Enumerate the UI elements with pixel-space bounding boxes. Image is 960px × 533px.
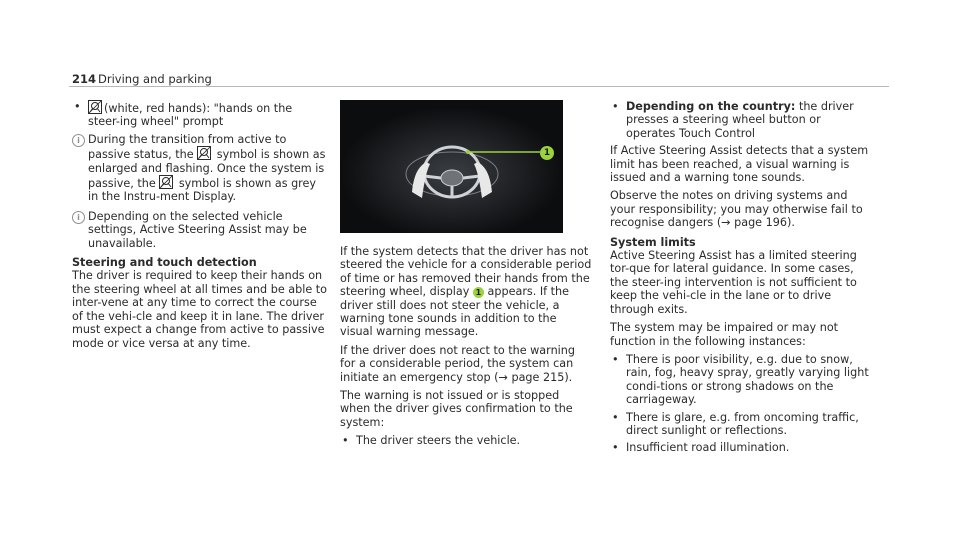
bullet-dot: • <box>74 100 81 113</box>
note-text: Depending on the selected vehicle settings, Active Steering Assist may be unavailable. <box>88 209 307 250</box>
steering-wheel-hands-icon <box>88 100 102 114</box>
list-item <box>340 434 592 447</box>
paragraph: If the driver does not react to the warning for a considerable period, the system can initiate an emergency stop (→ page 215). <box>340 343 575 384</box>
bullet-text: There is poor visibility, e.g. due to snow, rain, fog, heavy spray, greatly varying light condi-tions or strong shadows on the carriageway. <box>626 352 869 407</box>
paragraph: The warning is not issued or is stopped when the driver gives confirmation to the system: <box>340 389 573 429</box>
bullet-bold-text: Depending on the country: <box>626 100 796 113</box>
list-item <box>72 100 327 129</box>
bullet-text: the driver presses a steering wheel button or operates Touch Control <box>626 100 854 140</box>
bullet-dot: • <box>612 410 619 424</box>
bullet-dot: • <box>342 434 349 448</box>
paragraph-text: If the system detects that the driver has not steered the vehicle for a considerable period of time or has removed their hands from the steering wheel, display <box>340 245 592 299</box>
list-item <box>610 441 872 454</box>
column-right <box>610 100 872 459</box>
bullet-text: The driver steers the vehicle. <box>356 434 521 448</box>
note-text: symbol is shown as grey in the Instru-ment Display. <box>88 177 317 204</box>
header-divider <box>69 86 889 87</box>
paragraph: The system may be impaired or may not function in the following instances: <box>610 321 839 348</box>
bullet-dot: • <box>612 352 619 366</box>
note-availability <box>72 210 327 250</box>
bullet-dot: • <box>612 100 619 113</box>
note-text: During the transition from active to passive status, the <box>88 132 287 162</box>
steering-wheel-hands-icon <box>197 146 211 160</box>
section-title: Driving and parking <box>98 72 212 86</box>
list-item <box>610 411 872 438</box>
list-item <box>610 100 872 140</box>
note-text: symbol is shown as enlarged and flashing. Once the system is passive, the <box>88 148 326 191</box>
paragraph: The driver is required to keep their hands on the steering wheel at all times and be able to inter-vene at any time to correct the course of the vehi-cle and keep it in lane. The driver must expect a change from active to passive mode or vice versa at any time. <box>72 269 327 350</box>
bullet-text: Insufficient road illumination. <box>626 441 790 455</box>
callout-badge: 1 <box>473 287 484 298</box>
bullet-text: (white, red hands): "hands on the steer-ing wheel" prompt <box>88 102 293 129</box>
column-left <box>72 100 327 355</box>
note-transition <box>72 133 327 204</box>
paragraph <box>340 245 592 339</box>
info-icon: i <box>72 134 85 147</box>
bullet-text: There is glare, e.g. from oncoming traffic, direct sunlight or reflections. <box>626 410 859 437</box>
steering-wheel-hands-icon <box>159 175 173 189</box>
page-number: 214 <box>72 72 97 86</box>
bullet-dot: • <box>612 441 619 455</box>
section-heading: Steering and touch detection <box>72 256 257 270</box>
info-icon: i <box>72 211 85 224</box>
callout-badge: 1 <box>540 146 554 160</box>
steering-wheel-illustration <box>340 100 563 233</box>
section-heading: System limits <box>610 235 696 249</box>
paragraph: If Active Steering Assist detects that a system limit has been reached, a visual warning is issued and a warning tone sounds. <box>610 144 869 185</box>
paragraph: Active Steering Assist has a limited steering tor-que for lateral guidance. In some cases, the steer-ing intervention is not sufficient to keep the vehi-cle in the lane or to drive through exits. <box>610 249 857 316</box>
paragraph: Observe the notes on driving systems and your responsibility; you may otherwise fail to recognise dangers (→ page 196). <box>610 189 863 230</box>
column-middle <box>340 100 592 452</box>
list-item <box>610 353 872 407</box>
paragraph-text: appears. If the driver still does not steer the vehicle, a warning tone sounds in addition to the visual warning message. <box>340 285 570 339</box>
